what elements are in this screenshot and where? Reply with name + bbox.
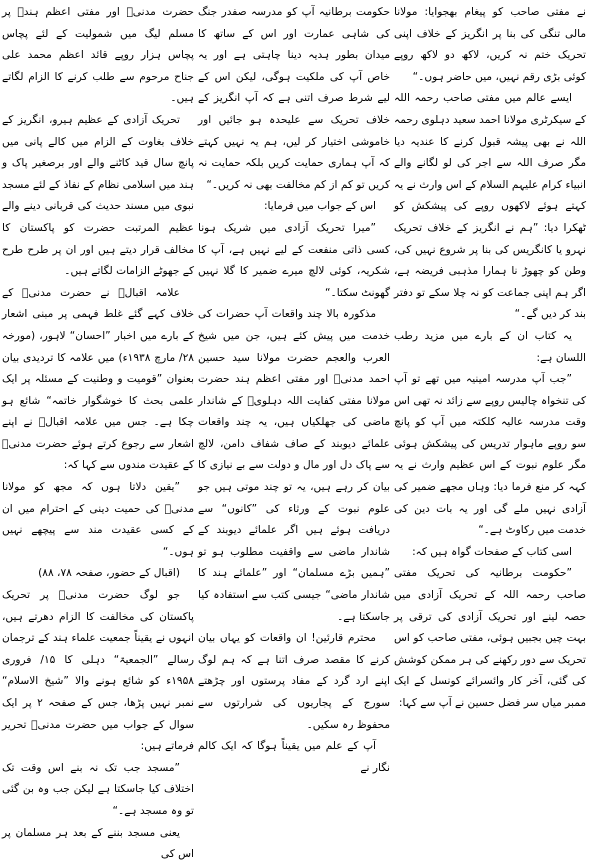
left-paragraph-7: یعنی مسجد بننے کے بعد ہر مسلمان پر اس کی [2, 826, 194, 861]
middle-paragraph-5: محترم قارئین! ان واقعات کو یہاں بیان کرنے کا مقصد صرف اتنا ہے کہ ہم لوگ اپنے ارد گرد کے مفاد پرستوں اور چڑھتے سورج کے پجاریوں کی شرارتوں سے محفوظ رہ سکیں۔ [198, 632, 390, 731]
middle-paragraph-1: حکومت برطانیہ آپ کو مدرسہ صفدر جنگ کی شاہی عمارت اور اس کے ساتھ کا میدان بطور ہدیہ دینا چاہتی ہے اور یہ خاص آپ کی ملکیت ہوگی، لیکن اس کے لیے شرط صرف اتنی ہے کہ آپ انگریز کے خلاف تحریک سے علیحدہ ہو جائیں اور خاموشی اختیار کر لیں، ہم یہ نہیں کہتے کہ آپ ہماری حمایت کریں بلکہ حمایت نہ کریں تو کم از کم مخالفت بھی نہ کریں۔“ [198, 6, 390, 191]
left-paragraph-1: حضرت مدنیؒ اور مفتی اعظم ہندؒ پر مسلم لیگ میں شمولیت کے لئے پچاس پچاس ہزار روپے قائد اعظم محمد علی جناح مرحوم سے طلب کرنے کا الزام لگاتے ہیں۔ [2, 6, 194, 105]
left-paragraph-6: ”مسجد جب تک نہ بنے اس وقت تک اختلاف کیا جاسکتا ہے لیکن جب وہ بن گئی تو وہ مسجد ہے۔“ [2, 761, 194, 817]
left-paragraph-2: تحریک آزادی کے عظیم ہیرو، انگریز کے خلاف بغاوت کے الزام میں کالے پانی میں پانچ سال قید کاٹنے والے اور برصغیر پاک و ہند میں اسلامی نظام کے نفاذ کے لئے مسجد نبوی میں مسند حدیث کی قربانی دینے والے عظیم المرتبت حضرت کو پاکستان کا مخالف قرار دیتے ہیں اور ان پر طرح طرح کے جھوٹے الزامات لگاتے ہیں۔ [2, 113, 194, 278]
right-paragraph-5: اسی کتاب کے صفحات گواہ ہیں کہ: [412, 545, 572, 558]
middle-paragraph-2: اس کے جواب میں فرمایا: [263, 200, 376, 213]
right-paragraph-6: ”حکومت برطانیہ کی تحریک مفتی صاحب رحمہ اللہ کے تحریک آزادی میں حصہ لینے اور تحریک آزادی کی ترقی پر بہت چیں بجبیں ہوئی، مفتی صاحب کو اس تحریک سے دور رکھنے کی ہر ممکن کوشش کی گئی، آخر کار وائسرائے کونسل کے ایک ممبر میاں سر فضل حسین نے آپ سے کہا: [394, 567, 586, 709]
left-paragraph-3: علامہ اقبالؒ نے حضرت مدنیؒ کے خلاف کہے گئے غلط فہمی پر مبنی اشعار کے بارے میں اخبار ”احسان“ لاہور، (مورخہ ۲۸/ مارچ ۱۹۳۸ء) میں علامہ کا تردیدی بیان بعنوان ”قومیت و وطنیت کے مسئلہ پر ایک علمی بحث کا خوشگوار خاتمہ“ شائع ہو چکا ہے۔ جس میں علامہ اقبالؒ نے اپنے اشعار سے رجوع کرتے ہوئے حضرت مدنیؒ کے عقیدت مندوں سے کہا کہ: [2, 286, 194, 472]
left-paragraph-5: جو لوگ حضرت مدنیؒ پر تحریک پاکستان کی مخالفت کا الزام دھرتے ہیں، انہوں نے یقیناً جمعیت علماء ہند کے ترجمان رسالے ”الجمعیۃ“ دہلی کا ۱۵/ فروری ۱۹۵۸ء کو شائع ہونے والا ”شیخ الاسلام“ نمبر نہیں پڑھا، جس کے صفحہ ۲ پر ایک سوال کے جواب میں حضرت مدنیؒ تحریر فرماتے ہیں: [2, 589, 194, 753]
right-paragraph-3: یہ کتاب ان کے بارے میں مزید رطب اللسان ہے: [394, 329, 586, 364]
left-citation: (اقبال کے حضور، صفحہ ۷۸، ۸۸) [38, 567, 180, 580]
right-paragraph-2: ایسے عالم میں مفتی صاحب رحمہ اللہ کے سیکرٹری مولانا احمد سعید دہلوی رحمہ اللہ نے بھی پیشہ قبول کرنے کا عندیہ دیا مگر صرف اللہ سے اجر کی لو لگانے والے انبیاء کرام علیہم السلام کے اس وارث نے یہ کہتے ہوئے لاکھوں روپے کی پیشکش کو ٹھکرا دیا: ”ہم نے انگریز کے خلاف تحریک نہرو یا کانگریس کی بنا پر شروع نہیں کی، وطن کو چھوڑ نا ہمارا مذہبی فریضہ ہے، اگر ہم اپنی جماعت کو نہ چلا سکے تو دفتر بند کر دیں گے۔“ [394, 92, 586, 321]
left-paragraph-4: ”یقین دلاتا ہوں کہ مجھ کو مولانا مدنیؒ کی حمیت دینی کے احترام میں ان کے کسی عقیدت مند سے پیچھے نہیں ہوں۔“ [2, 481, 194, 558]
column-left [2, 2, 194, 861]
right-paragraph-1: نے مفتی صاحب کو پیغام بھجوایا: مولانا مالی تنگی کی بنا پر انگریز کے خلاف اپنی تحریک ختم نہ کریں، لاکھ دو لاکھ روپے کوئی بڑی رقم نہیں، میں حاضر ہوں۔“ [394, 6, 586, 83]
middle-paragraph-3: ”میرا تحریک آزادی میں شریک ہونا کسی ذاتی منفعت کے لیے نہیں ہے، آپ کا شکریہ، کوئی لالچ میرے ضمیر کا گلا نہیں گھونٹ سکتا۔“ [198, 221, 390, 299]
column-right [394, 2, 586, 800]
middle-paragraph-6: آپ کے علم میں یقیناً ہوگا کہ ایک کالم نگار نے [198, 740, 390, 774]
column-middle [198, 2, 390, 800]
right-paragraph-4: ”جب آپ مدرسہ امینیہ میں تھے تو آپ کی تنخواہ چالیس روپے سے زائد نہ تھی اس وقت مدرسہ عالیہ کلکتہ میں آپ کو پانچ سو روپے ماہوار تدریس کی پیشکش ہوئی مگر علوم نبوت کے اس عظیم وارث نے یہ کہہ کر منع فرما دیا: وہاں مجھے ضمیر کی آزادی نہیں ملے گی اور یہ بات دین کی خدمت میں رکاوٹ ہے۔“ [394, 373, 586, 537]
middle-paragraph-4: مذکورہ بالا چند واقعات آپ حضرات کی خدمت میں پیش کئے ہیں، جن میں شیخ العرب والعجم حضرت مولانا سید حسین احمد مدنیؒ اور مفتی اعظم ہند حضرت مولانا مفتی کفایت اللہ دہلویؒ کے شاندار ماضی کی جھلکیاں ہیں، یہ چند واقعات علمائے دیوبند کے صاف شفاف دامن، لالچ سے پاک دل اور مال و دولت سے بے نیازی کا بیان کر رہے ہیں، یہ تو چند موتی ہیں جو علوم نبوت کے ورثاء کی ”کانوں“ سے دریافت ہوئے ہیں اگر علمائے دیوبند کے شاندار ماضی سے واقفیت مطلوب ہو تو ”ہمیں بڑے مسلمان“ اور ”علمائے ہند کا شاندار ماضی“ جیسی کتب سے استفادہ کیا جاسکتا ہے۔ [198, 308, 390, 623]
